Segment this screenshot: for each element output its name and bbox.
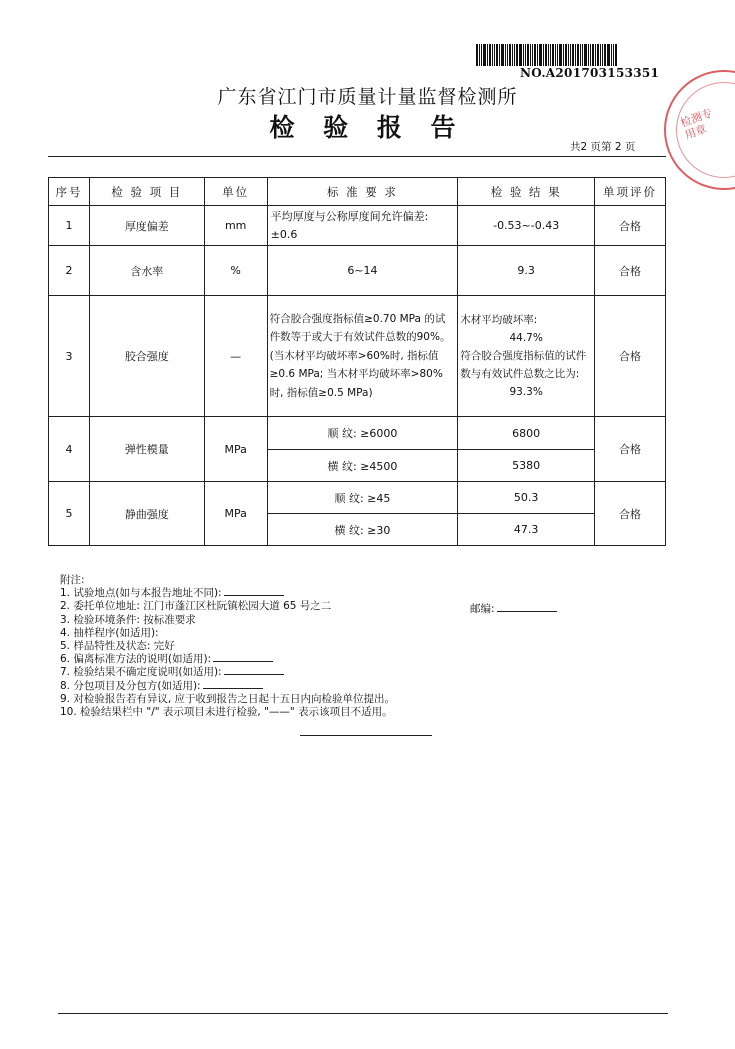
barcode-bar bbox=[557, 44, 558, 66]
row-item: 含水率 bbox=[89, 246, 204, 296]
blank-line bbox=[213, 653, 273, 662]
barcode-bar bbox=[514, 44, 515, 66]
note-text: 4. 抽样程序(如适用): bbox=[60, 626, 159, 639]
note-line bbox=[60, 587, 395, 600]
barcode-bar bbox=[615, 44, 617, 66]
note-line: 2. 委托单位地址: 江门市蓬江区杜阮镇松园大道 65 号之二 bbox=[60, 600, 332, 613]
barcode-bar bbox=[575, 44, 576, 66]
barcode-bar bbox=[577, 44, 579, 66]
barcode-bar bbox=[487, 44, 488, 66]
row-result bbox=[458, 296, 595, 417]
blank-line bbox=[203, 680, 263, 689]
row-result: -0.53~-0.43 bbox=[458, 206, 595, 246]
barcode-bar bbox=[534, 44, 536, 66]
row-no: 5 bbox=[49, 482, 90, 546]
row-result-a: 50.3 bbox=[458, 482, 595, 514]
table-row bbox=[49, 482, 666, 514]
barcode-bar bbox=[555, 44, 556, 66]
table-row bbox=[49, 417, 666, 450]
col-header-unit: 单位 bbox=[204, 178, 267, 206]
note-line bbox=[60, 666, 395, 679]
barcode-bar bbox=[565, 44, 567, 66]
institute-name: 广东省江门市质量计量监督检测所 bbox=[217, 86, 518, 108]
barcode-bar bbox=[611, 44, 612, 66]
seal-text: 检测专用章 bbox=[678, 106, 715, 143]
barcode-bar bbox=[479, 44, 480, 66]
result-line: 符合胶合强度指标值的试件数与有效试件总数之比为: bbox=[460, 350, 587, 380]
note-text: 8. 分包项目及分包方(如适用): bbox=[60, 679, 201, 692]
barcode-bar bbox=[602, 44, 603, 66]
note-line: 10. 检验结果栏中 "/" 表示项目未进行检验, "——" 表示该项目不适用。 bbox=[60, 706, 393, 719]
row-requirement-a: 顺 纹: ≥45 bbox=[267, 482, 458, 514]
barcode-bar bbox=[483, 44, 486, 66]
note-line bbox=[60, 680, 395, 693]
row-requirement: 平均厚度与公称厚度间允许偏差: ±0.6 bbox=[267, 206, 458, 246]
barcode-bar bbox=[600, 44, 601, 66]
barcode-bar bbox=[537, 44, 538, 66]
barcode-bar bbox=[582, 44, 583, 66]
row-requirement: 符合胶合强度指标值≥0.70 MPa 的试件数等于或大于有效试件总数的90%。(当木材平均破坏率>60%时, 指标值≥0.6 MPa; 当木材平均破坏率>80%时, 指标值≥0.5 MPa) bbox=[267, 296, 458, 417]
row-requirement-b: 横 纹: ≥30 bbox=[267, 514, 458, 546]
barcode-bar bbox=[604, 44, 606, 66]
barcode-bar bbox=[523, 44, 524, 66]
barcode-bar bbox=[563, 44, 564, 66]
barcode-bar bbox=[527, 44, 529, 66]
col-header-requirement: 标 准 要 求 bbox=[267, 178, 458, 206]
barcode-bar bbox=[570, 44, 571, 66]
col-header-result: 检 验 结 果 bbox=[458, 178, 595, 206]
table-row bbox=[49, 296, 666, 417]
table-row bbox=[49, 246, 666, 296]
note-line: 3. 检验环境条件: 按标准要求 bbox=[60, 613, 196, 626]
col-header-no: 序号 bbox=[49, 178, 90, 206]
barcode-bar bbox=[545, 44, 547, 66]
barcode-bar bbox=[595, 44, 596, 66]
barcode-bar bbox=[494, 44, 495, 66]
end-of-report-rule bbox=[300, 735, 432, 736]
barcode-bar bbox=[597, 44, 599, 66]
notes-section bbox=[60, 574, 395, 719]
barcode-bar bbox=[489, 44, 491, 66]
result-line: 93.3% bbox=[509, 386, 543, 398]
postal-code-field bbox=[470, 601, 557, 616]
row-result-b: 5380 bbox=[458, 450, 595, 482]
barcode-bar bbox=[588, 44, 589, 66]
barcode-bar bbox=[512, 44, 513, 66]
row-item: 静曲强度 bbox=[89, 482, 204, 546]
note-text: 7. 检验结果不确定度说明(如适用): bbox=[60, 666, 222, 679]
row-evaluation: 合格 bbox=[595, 246, 666, 296]
row-requirement-b: 横 纹: ≥4500 bbox=[267, 450, 458, 482]
row-no: 1 bbox=[49, 206, 90, 246]
row-requirement: 6~14 bbox=[267, 246, 458, 296]
barcode-bar bbox=[519, 44, 522, 66]
barcode-bar bbox=[548, 44, 549, 66]
note-line bbox=[60, 653, 395, 666]
col-header-item: 检 验 项 目 bbox=[89, 178, 204, 206]
row-unit: mm bbox=[204, 206, 267, 246]
row-item: 厚度偏差 bbox=[89, 206, 204, 246]
row-unit: MPa bbox=[204, 482, 267, 546]
row-unit: — bbox=[204, 296, 267, 417]
note-line: 9. 对检验报告若有异议, 应于收到报告之日起十五日内向检验单位提出。 bbox=[60, 692, 396, 705]
report-title: 检 验 报 告 bbox=[269, 113, 466, 142]
row-no: 2 bbox=[49, 246, 90, 296]
table-header-row bbox=[49, 178, 666, 206]
barcode-bar bbox=[568, 44, 569, 66]
blank-line bbox=[224, 666, 284, 675]
barcode-bar bbox=[505, 44, 506, 66]
barcode-bar bbox=[543, 44, 544, 66]
barcode-bar bbox=[516, 44, 518, 66]
barcode-bar bbox=[590, 44, 591, 66]
row-evaluation: 合格 bbox=[595, 296, 666, 417]
row-no: 4 bbox=[49, 417, 90, 482]
result-line: 木材平均破坏率: bbox=[460, 314, 538, 326]
footer-rule bbox=[58, 1013, 668, 1014]
barcode-bar bbox=[613, 44, 614, 66]
row-no: 3 bbox=[49, 296, 90, 417]
blank-line bbox=[224, 587, 284, 596]
row-requirement-a: 顺 纹: ≥6000 bbox=[267, 417, 458, 450]
barcode-bar bbox=[507, 44, 508, 66]
table-row bbox=[49, 206, 666, 246]
barcode-bar bbox=[476, 44, 478, 66]
barcode-bar bbox=[592, 44, 594, 66]
result-line: 44.7% bbox=[509, 332, 543, 344]
barcode-bar bbox=[539, 44, 542, 66]
row-evaluation: 合格 bbox=[595, 417, 666, 482]
note-line bbox=[60, 627, 395, 640]
inspection-table bbox=[48, 177, 666, 546]
barcode-bar bbox=[532, 44, 533, 66]
barcode-bar bbox=[607, 44, 610, 66]
row-result-b: 47.3 bbox=[458, 514, 595, 546]
row-unit: % bbox=[204, 246, 267, 296]
row-result: 9.3 bbox=[458, 246, 595, 296]
barcode-bar bbox=[552, 44, 554, 66]
note-text: 1. 试验地点(如与本报告地址不同): bbox=[60, 587, 222, 600]
row-evaluation: 合格 bbox=[595, 482, 666, 546]
col-header-evaluation: 单项评价 bbox=[595, 178, 666, 206]
barcode-bar bbox=[496, 44, 498, 66]
barcode-bar bbox=[580, 44, 581, 66]
row-evaluation: 合格 bbox=[595, 206, 666, 246]
header-rule bbox=[48, 156, 666, 157]
notes-title: 附注: bbox=[60, 574, 85, 586]
page-info: 共2 页第 2 页 bbox=[570, 141, 636, 153]
postal-label: 邮编: bbox=[470, 603, 495, 615]
blank-line bbox=[497, 603, 557, 612]
barcode-bar bbox=[584, 44, 587, 66]
barcode-bar bbox=[481, 44, 482, 66]
row-item: 胶合强度 bbox=[89, 296, 204, 417]
barcode-bar bbox=[572, 44, 574, 66]
row-item: 弹性模量 bbox=[89, 417, 204, 482]
barcode-bar bbox=[499, 44, 500, 66]
barcode-bar bbox=[525, 44, 526, 66]
report-number: NO.A201703153351 bbox=[520, 66, 660, 80]
note-text: 6. 偏离标准方法的说明(如适用): bbox=[60, 653, 212, 666]
barcode bbox=[476, 44, 656, 66]
barcode-bar bbox=[559, 44, 562, 66]
barcode-bar bbox=[550, 44, 551, 66]
barcode-bar bbox=[492, 44, 493, 66]
note-line: 5. 样品特性及状态: 完好 bbox=[60, 640, 175, 653]
row-unit: MPa bbox=[204, 417, 267, 482]
row-result-a: 6800 bbox=[458, 417, 595, 450]
barcode-bar bbox=[509, 44, 511, 66]
barcode-bar bbox=[501, 44, 504, 66]
barcode-bar bbox=[530, 44, 531, 66]
